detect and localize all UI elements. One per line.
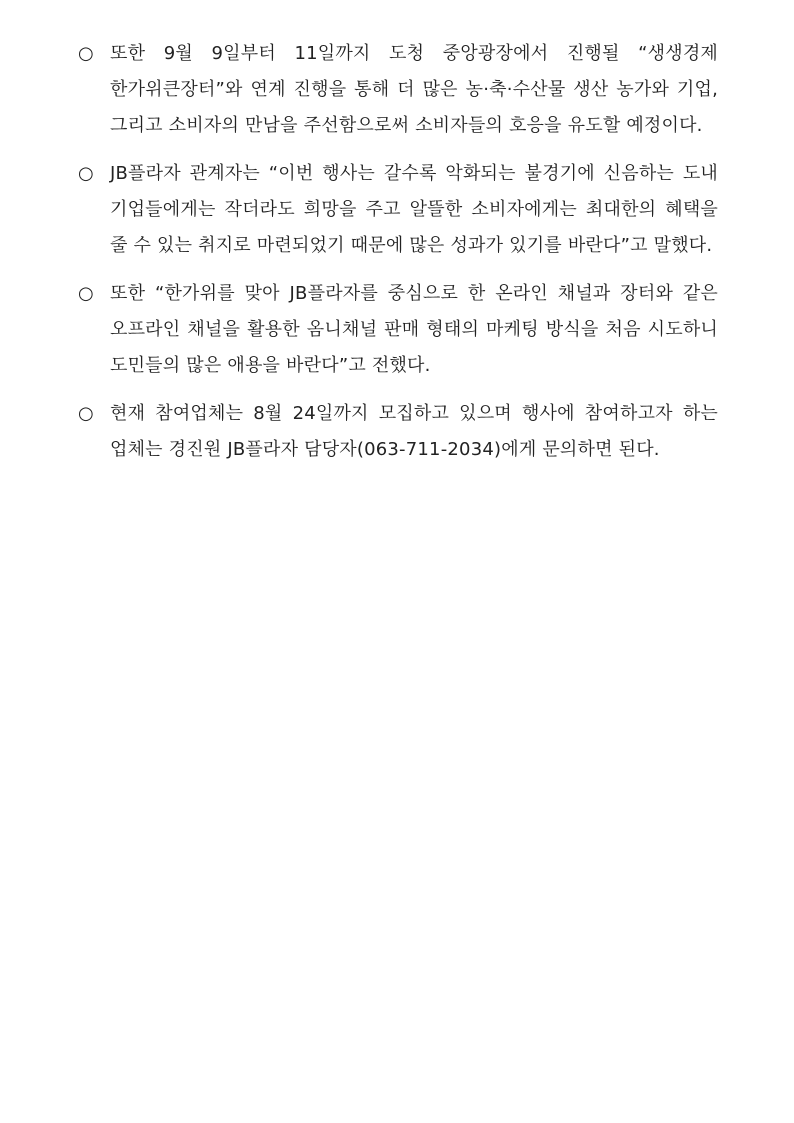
document-body: [78, 36, 718, 480]
list-item: [78, 156, 718, 264]
circle-bullet-icon: ○: [78, 163, 94, 184]
paragraph-text: 또한 9월 9일부터 11일까지 도청 중앙광장에서 진행될 “생생경제 한가위큰장터”와 연계 진행을 통해 더 많은 농·축·수산물 생산 농가와 기업, 그리고 소비자의 만남을 주선함으로써 소비자들의 호응을 유도할 예정이다.: [110, 43, 718, 136]
list-item: [78, 396, 718, 468]
circle-bullet-icon: ○: [78, 283, 94, 304]
paragraph-text: JB플라자 관계자는 “이번 행사는 갈수록 악화되는 불경기에 신음하는 도내 기업들에게는 작더라도 희망을 주고 알뜰한 소비자에게는 최대한의 혜택을 줄 수 있는 취지로 마련되었기 때문에 많은 성과가 있기를 바란다”고 말했다.: [110, 163, 718, 256]
list-item: [78, 36, 718, 144]
paragraph-text: 현재 참여업체는 8월 24일까지 모집하고 있으며 행사에 참여하고자 하는 업체는 경진원 JB플라자 담당자(063-711-2034)에게 문의하면 된다.: [110, 403, 718, 460]
circle-bullet-icon: ○: [78, 43, 94, 64]
paragraph-text: 또한 “한가위를 맞아 JB플라자를 중심으로 한 온라인 채널과 장터와 같은 오프라인 채널을 활용한 옴니채널 판매 형태의 마케팅 방식을 처음 시도하니 도민들의 많은 애용을 바란다”고 전했다.: [110, 283, 718, 376]
circle-bullet-icon: ○: [78, 403, 94, 424]
list-item: [78, 276, 718, 384]
